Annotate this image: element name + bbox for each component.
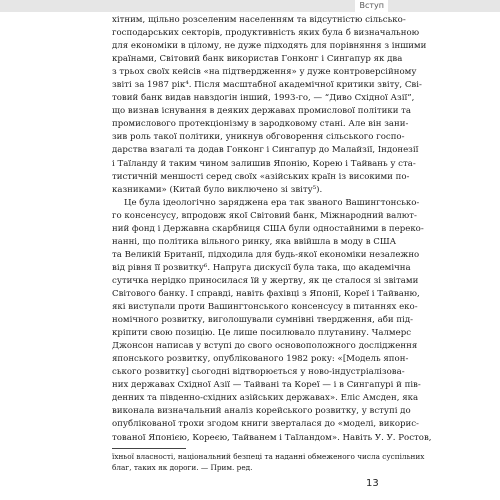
body-line: них державах Східної Азії — Тайвані та Кореї — і в Сингапурі й пів- xyxy=(112,380,421,391)
body-line: го консенсусу, впродовж якої Світовий банк, Міжнародний валют- xyxy=(112,210,417,221)
body-line: денних та південно-східних азійських державах». Еліс Амсден, яка xyxy=(112,393,419,404)
body-line: ний фонд і Державна скарбниця США були одностайними в переко- xyxy=(112,223,424,234)
body-line: казниками» (Китай було виключено зі звіту⁵). xyxy=(112,184,323,195)
body-line: номічного розвитку, виголошували сумнівні твердження, аби під- xyxy=(112,315,414,326)
body-line: опублікованої трохи згодом книги зверталася до «моделі, викорис- xyxy=(112,419,419,430)
body-line: з трьох своїх кейсів «на підтвердження» у дуже контроверсійному xyxy=(112,67,417,78)
body-line: та Великій Британії, підходила для будь-якої економіки незалежно xyxy=(112,249,420,260)
header-band xyxy=(0,0,500,12)
body-line: тованої Японією, Кореєю, Тайванем і Таїландом». Навіть У. У. Ростов, xyxy=(112,432,432,443)
body-line: японського розвитку, опублікованого 1982 року: «[Модель япон- xyxy=(112,354,409,365)
body-line: ського розвитку] сьогодні відтворюється у ново-індустріалізова- xyxy=(112,367,405,378)
footnote-line: їхньої власності, національний безпеці та наданні обмеженого числа суспільних xyxy=(112,452,425,461)
footnote-divider xyxy=(112,448,186,449)
body-line: нанні, що політика вільного ринку, яка ввійшла в моду в США xyxy=(112,236,397,247)
body-line: дарства взагалі та додав Гонконг і Сингапур до Малайзії, Індонезії xyxy=(112,145,419,156)
body-line: виконала визначальний аналіз корейського розвитку, у вступі до xyxy=(112,406,411,417)
body-line: які виступали проти Вашингтонського консенсусу в питаннях еко- xyxy=(112,302,418,313)
body-line: Джонсон написав у вступі до свого основоположного дослідження xyxy=(112,341,418,352)
body-line: від рівня її розвитку⁶. Напруга дискусії була така, що академічна xyxy=(112,262,411,273)
body-line: тистичній меншості серед своїх «азійських країн із високими по- xyxy=(112,171,410,182)
running-head: Вступ xyxy=(355,0,388,12)
body-text xyxy=(112,14,432,445)
page-number: 13 xyxy=(366,478,379,489)
body-line: звіті за 1987 рік⁴. Після масштабної академічної критики звіту, Сві- xyxy=(112,80,422,91)
body-line: для економіки в цілому, не дуже підходять для порівняння з іншими xyxy=(112,41,427,52)
body-line: і Таїланду й таким чином залишив Японію, Корею і Тайвань у ста- xyxy=(112,158,416,169)
body-line: кріпити свою позицію. Це лише посилювало плутанину. Чалмерс xyxy=(112,328,412,339)
footnote xyxy=(112,452,425,473)
body-line: господарських секторів, продуктивність яких була б визначальною xyxy=(112,28,420,39)
body-line: товий банк видав навздогін інший, 1993-го, — “Диво Східної Азії”, xyxy=(112,93,415,104)
footnote-line: благ, таких як дороги. — Прим. ред. xyxy=(112,462,253,472)
body-line: країнами, Світовий банк використав Гонконг і Сингапур як два xyxy=(112,54,403,65)
body-line: Це була ідеологічно заряджена ера так званого Вашингтонсько- xyxy=(124,197,420,208)
body-line: хітним, щільно розселеним населенням та відсутністю сільсько- xyxy=(112,15,406,25)
body-line: зив роль такої політики, уникнув обговорення сільського госпо- xyxy=(112,132,405,143)
body-line: що визнав існування в деяких державах промислової політики та xyxy=(112,106,412,117)
body-line: Світового банку. І справді, навіть фахівці з Японії, Кореї і Тайваню, xyxy=(112,288,420,299)
body-line: сутичка нерідко приносилася їй у жертву, як це сталося зі звітами xyxy=(112,275,419,286)
body-line: промислового протекціонізму в зародковому стані. Але він зани- xyxy=(112,119,409,130)
